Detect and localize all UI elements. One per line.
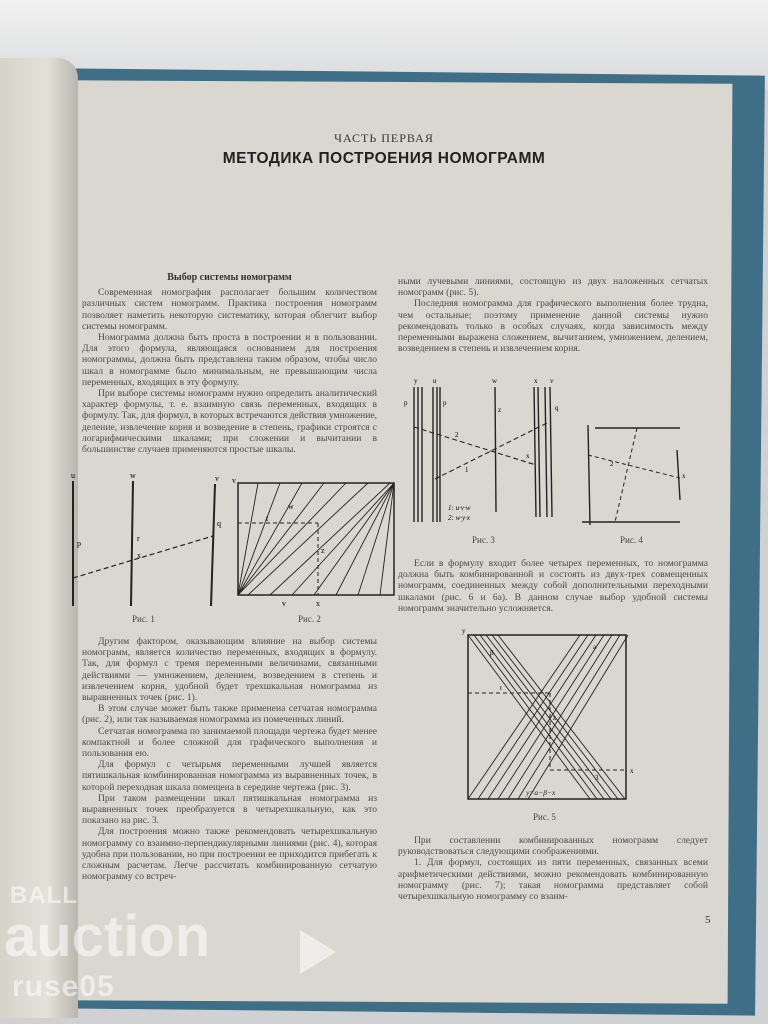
grid-line — [292, 483, 394, 595]
grid-line — [498, 635, 625, 799]
paragraph: При составлении комбинированных номограмм следует руководствоваться следующими соображениями. — [398, 835, 708, 858]
paragraph: 1. Для формул, состоящих из пяти переменных, связанных всеми арифметическими действиями, можно рекомендовать комбинированную номограмму (рис. 7); такая номограмма представляет собой четырехшкальную номограмму со взаим- — [398, 857, 708, 903]
paragraph: Для формул с четырьмя переменными лучшей является пятишкальная комбинированная номограмма из выравненных точек, в которой переходная шкала помещена в середине чертежа (рис. 3). — [82, 759, 377, 793]
page-title: МЕТОДИКА ПОСТРОЕНИЯ НОМОГРАММ — [222, 150, 546, 167]
fig-label: β — [490, 649, 494, 657]
grid-line — [474, 635, 597, 799]
fig-label: y — [462, 627, 466, 635]
grid-line — [238, 483, 324, 595]
grid-line — [238, 483, 280, 595]
fig-label: w — [130, 471, 136, 480]
fig-label: u — [71, 471, 75, 480]
left-column-top — [82, 272, 377, 455]
fig-label: v — [232, 476, 236, 485]
scale-v — [211, 484, 215, 606]
section-heading: Выбор системы номограмм — [167, 272, 292, 283]
fig-formula: y=a−β−x — [526, 788, 556, 797]
fig-label: z — [321, 546, 325, 555]
paragraph: ными лучевыми линиями, состоящую из двух наложенных сетчатых номограмм (рис. 5). — [398, 276, 708, 299]
paragraph: При таком размещении шкал пятишкальная номограмма из выравненных точек преобразуется в четырехшкальную, как это показано на рис. 3. — [82, 792, 377, 827]
watermark-user: ruse05 — [12, 970, 115, 1003]
fig-label: v — [215, 474, 219, 483]
part-label: ЧАСТЬ ПЕРВАЯ — [334, 131, 434, 145]
figure-2-caption: Рис. 2 — [298, 614, 321, 624]
scale-w — [131, 481, 133, 606]
watermark-ball: BALL — [10, 882, 78, 909]
fig-label: x — [630, 767, 634, 775]
fig-label: a — [593, 643, 597, 651]
page-number: 5 — [705, 914, 711, 926]
fig-label: p — [443, 399, 447, 407]
fig-label: z — [498, 406, 502, 414]
paragraph: Другим фактором, оказывающим влияние на выбор системы номограмм, является количество переменных, входящих в формулу. Так, для формул с тремя переменными величинами, связанными действиями — умножением, делением, возведением в степень и извлечением корня, удобной будет трехшкальная номограмма из выравненных точек (рис. 1). — [82, 636, 377, 704]
figure-1 — [65, 466, 235, 612]
left-column-bottom — [82, 636, 377, 882]
right-column-middle — [398, 558, 708, 614]
fig-label: q — [555, 404, 559, 412]
paragraph: Для построения можно также рекомендовать четырехшкальную номограмму со взаимно-перпендикулярными линиями (рис. 4), которая удобна при пользовании, но при построении ее приходится прибегать к сложным расчетам. Легче рассчитать комбинированную сетчатую номограмму со встреч- — [82, 826, 377, 883]
fig-label: q — [217, 519, 221, 528]
paragraph: При выборе системы номограмм нужно определить аналитический характер формулы, т. е. взаимную связь переменных, входящих в формулу. Так, для формул, в которых встречаются действия умножение, деление, извлечение корня и возведение в степень, графики строятся с логарифмическими шкалами; при сложении и вычитании в большинстве случаев применяются простые шкалы. — [82, 388, 377, 456]
figure-5 — [460, 625, 640, 807]
fig-label: p — [404, 399, 408, 407]
watermark-auction: auction — [4, 904, 211, 969]
paragraph: В этом случае может быть также применена сетчатая номограмма (рис. 2), или так называемая номограмма из помеченных линий. — [82, 703, 377, 726]
fig-label: r — [137, 534, 140, 543]
figure-4-caption: Рис. 4 — [620, 535, 643, 545]
fig-label: x — [682, 472, 686, 480]
fig-label: p — [77, 539, 81, 548]
fig-label: v — [282, 599, 286, 608]
fig-label: x — [316, 599, 320, 608]
fig-label: 2 — [610, 460, 614, 468]
figure-1-caption: Рис. 1 — [132, 614, 155, 624]
fig-label: x — [534, 377, 538, 385]
figure-2 — [230, 475, 400, 610]
grid-line — [248, 483, 368, 595]
fig-label: 1 — [465, 466, 469, 474]
fig-label: v — [550, 377, 554, 385]
figure-3 — [400, 372, 575, 532]
right-column-top — [398, 276, 708, 354]
fig-label: x — [137, 551, 141, 560]
paragraph: Если в формулу входит более четырех переменных, то номограмма должна быть комбинированной и состоять из двух-трех совмещенных номограмм, соединенных между собой дополнительными переходными шкалами (рис. 6 и 6а). В данном случае выбор удобной системы номограмм значительно усложняется. — [398, 558, 708, 614]
right-column-bottom — [398, 835, 708, 902]
fig-label: z — [553, 714, 557, 722]
fig-legend: 2: w·y·x — [448, 514, 470, 522]
paragraph: Последняя номограмма для графического выполнения более трудна, чем остальные; поэтому применение данной системы нужно рекомендовать только в особых случаях, когда зависимость между переменными выражена сложением, вычитанием, умножением, делением, возведением в степень и извлечением корня. — [398, 298, 708, 355]
paragraph: Номограмма должна быть проста в построении и в пользовании. Для этого формула, являющаяся основанием для построения номограммы, должна быть представлена таким образом, чтобы число шкал в номограмме было минимальным, не превышающим числа переменных, входящих в эту формулу. — [82, 332, 377, 388]
fig-label: 2 — [455, 431, 459, 439]
grid-line — [336, 483, 394, 595]
fig-label: t — [500, 684, 502, 692]
figure-5-caption: Рис. 5 — [533, 812, 556, 822]
fig-label: w — [492, 377, 498, 385]
fig-label: x — [526, 452, 530, 460]
fig-label: u — [433, 377, 437, 385]
grid-line — [486, 635, 611, 799]
fig-label: 3 — [595, 774, 599, 782]
fig-label: t — [266, 514, 269, 523]
grid-line — [498, 635, 604, 799]
watermark-play-icon — [300, 930, 336, 974]
fig-label: y — [414, 377, 418, 385]
figure-3-caption: Рис. 3 — [472, 535, 495, 545]
paragraph: Современная номография располагает большим количеством различных систем номограмм. Практика построения номограмм позволяет наметить некоторую систематику, которая облегчит выбор системы номограмм. — [82, 287, 377, 332]
paragraph: Сетчатая номограмма по занимаемой площади чертежа будет менее компактной и более сложной для графического выполнения и пользования ею. — [82, 725, 377, 760]
fig-label: w — [288, 502, 294, 511]
grid-line — [358, 483, 394, 595]
fig-legend: 1: u·v·w — [448, 504, 471, 512]
index-line — [73, 536, 213, 578]
figure-4 — [580, 420, 690, 530]
